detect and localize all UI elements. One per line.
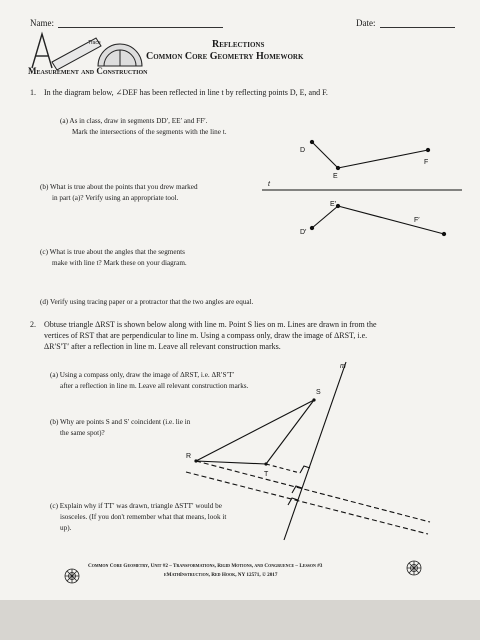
- q2a-line1: (a) Using a compass only, draw the image of ΔRST, i.e. ΔR′S′T′: [50, 371, 235, 379]
- q1d-line: (d) Verify using tracing paper or a protractor that the two angles are equal.: [40, 298, 254, 306]
- logo-tag-text: Trace: [88, 40, 101, 46]
- label-d-prime: D′: [300, 229, 307, 236]
- footer-emblem-left-icon: [65, 569, 79, 583]
- course-title: Common Core Geometry Homework: [146, 51, 304, 62]
- footer-line1: Common Core Geometry, Unit #2 – Transformations, Rigid Motions, and Congruence – Lesson #3: [88, 563, 323, 569]
- q1-prompt: In the diagram below, ∠DEF has been reflected in line t by reflecting points D, E, and F.: [44, 88, 328, 97]
- q2c-line2: isosceles. (If you don't remember what that means, look it: [60, 513, 227, 521]
- q2-prompt-line2: vertices of RST that are perpendicular to line m. Using a compass only, draw the image of ΔRST, i.e.: [44, 331, 368, 340]
- q1c-line1: (c) What is true about the angles that the segments: [40, 248, 185, 256]
- q1b-line1: (b) What is true about the points that you drew marked: [40, 183, 198, 191]
- worksheet-title: Reflections: [212, 39, 265, 50]
- q2c-line1: (c) Explain why if TT′ was drawn, triangle ΔSTT′ would be: [50, 502, 222, 510]
- footer-line2: eMathInstruction, Red Hook, NY 12571, © 2017: [164, 572, 278, 578]
- q1c-line2: make with line t? Mark these on your diagram.: [52, 259, 187, 267]
- date-label: Date:: [356, 18, 376, 28]
- name-label: Name:: [30, 18, 54, 28]
- q1a-line2: Mark the intersections of the segments with the line t.: [72, 128, 227, 136]
- label-s: S: [316, 389, 321, 396]
- q1a-line1: (a) As in class, draw in segments DD′, EE′ and FF′.: [60, 117, 208, 125]
- label-f: F: [424, 159, 429, 166]
- q2-prompt-line3: ΔR′S′T′ after a reflection in line m. Leave all relevant construction marks.: [44, 342, 281, 351]
- label-e: E: [333, 173, 338, 180]
- label-e-prime: E′: [330, 201, 336, 208]
- q2b-line1: (b) Why are points S and S′ coincident (i.e. lie in: [50, 418, 191, 426]
- label-t: T: [264, 471, 269, 478]
- q1-number: 1.: [30, 88, 36, 97]
- q2-number: 2.: [30, 320, 36, 329]
- label-m: m: [340, 363, 346, 370]
- q1b-line2: in part (a)? Verify using an appropriate tool.: [52, 194, 179, 202]
- label-t: t: [268, 181, 270, 188]
- q2-prompt-line1: Obtuse triangle ΔRST is shown below along with line m. Point S lies on m. Lines are drawn in from the: [44, 320, 377, 329]
- q2a-line2: after a reflection in line m. Leave all relevant construction marks.: [60, 382, 249, 390]
- q2c-line3: up).: [60, 524, 72, 532]
- q2b-line2: the same spot)?: [60, 429, 105, 437]
- unit-subtitle: Measurement and Construction: [28, 66, 148, 76]
- label-f-prime: F′: [414, 217, 420, 224]
- footer-emblem-right-icon: [407, 561, 421, 575]
- label-r: R: [186, 453, 192, 460]
- label-d: D: [300, 147, 306, 154]
